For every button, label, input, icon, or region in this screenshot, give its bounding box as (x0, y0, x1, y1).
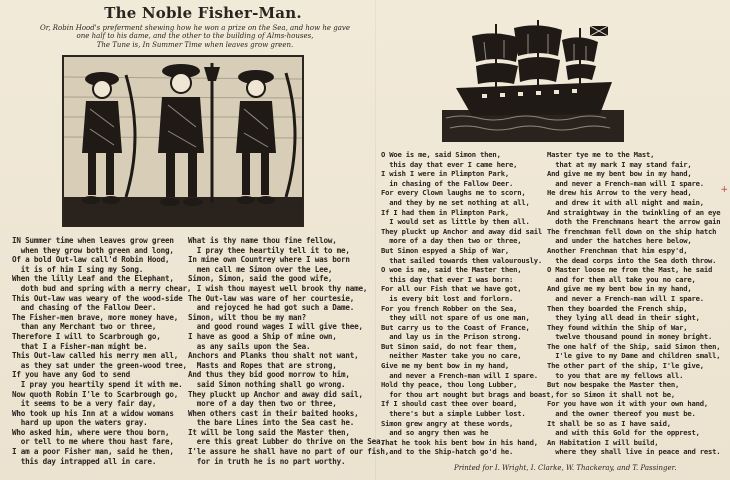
verse-line: ere this great Lubber do thrive on the Sea, (188, 437, 385, 447)
verse-line: more of a day then two or three, (188, 399, 337, 409)
printer-imprint: Printed for I. Wright, I. Clarke, W. Thackeray, and T. Passinger. (454, 464, 677, 472)
verse-line: Simon, wilt thou be my man? (188, 312, 307, 322)
verse-line: Simon grew angry at these words, (381, 418, 514, 428)
ballad-title: The Noble Fisher-Man. (104, 4, 302, 22)
verse-line: that I a Fisher-man might be. (12, 341, 148, 351)
verse-line: They pluckt up Anchor and away did sail (381, 226, 542, 236)
verse-column-2 (188, 236, 389, 466)
verse-line: Anchors and Planks thou shalt not want, (188, 351, 359, 361)
verse-line: IN Summer time when leaves grow green (12, 236, 174, 245)
verse-line: This Out-law called his merry men all, (12, 351, 179, 361)
verse-line: I'le give to my Dame and children small, (547, 351, 721, 361)
verse-line: is every bit lost and forlorn. (381, 293, 514, 303)
verse-line: When the lilly Leaf and the Elephant, (12, 274, 174, 284)
verse-line: and lay us in the Prison strong. (381, 332, 522, 342)
verse-line: An Habitation I will build, (547, 437, 659, 447)
verse-column-4 (547, 150, 720, 457)
verse-line: hard up upon the waters gray. (12, 418, 148, 428)
verse-line: They pluckt up Anchor and away did sail, (188, 389, 363, 399)
verse-line: neither Master take you no care, (381, 351, 522, 361)
verse-line: more of a day then two or three, (381, 236, 522, 246)
verse-column-3 (381, 150, 554, 457)
verse-line: to you that are my fellows all. (547, 370, 684, 380)
verse-line: I would set as little by them all. (381, 217, 530, 227)
verse-line: O Master loose me from the Mast, he said (547, 265, 713, 275)
verse-line: For all our Fish that we have got, (381, 284, 522, 294)
verse-line: doth the Frenchmans heart the arrow gain (547, 217, 721, 227)
verse-line: And give me my bent bow in my hand, (547, 284, 692, 294)
verse-line: When others cast in their baited hooks, (188, 408, 359, 418)
verse-line: But carry us to the Coast of France, (381, 322, 530, 332)
verse-line: But now bespake the Master then, (547, 380, 680, 390)
verse-line: That he took his bent bow in his hand, (381, 437, 538, 447)
verse-line: and rejoyced he had got such a Dame. (188, 303, 355, 313)
verse-line: Now quoth Robin I'le to Scarbrough go, (12, 389, 179, 399)
verse-line: For you have won it with your own hand, (547, 399, 708, 409)
verse-line: I wish thou mayest well brook thy name, (188, 283, 368, 293)
verse-line: Masts and Ropes that are strong, (188, 360, 337, 370)
verse-line: And straightway in the twinkling of an eye (547, 207, 721, 217)
verse-line: I pray thee heartily tell it to me, (188, 245, 350, 255)
verse-line: But Simon said, do not fear them, (381, 341, 518, 351)
verse-line: But Simon espyed a Ship of War, (381, 245, 509, 255)
verse-line: and to the Ship-hatch go'd he. (381, 447, 514, 457)
verse-line: or tell to me where thou hast fare, (12, 437, 174, 447)
verse-line: I wish I were in Plimpton Park, (381, 169, 509, 179)
verse-line: and the owner thereof you must be. (547, 409, 696, 419)
verse-line: as any sails upon the Sea. (188, 341, 311, 351)
verse-line: the bare Lines into the Sea cast he. (188, 418, 355, 428)
verse-line: Another Frenchman that him espy'd, (547, 245, 688, 255)
verse-line: it seems to be a very fair day, (12, 399, 157, 409)
verse-line: Therefore I will to Scarbrough go, (12, 331, 161, 341)
verse-line: He drew his Arrow to the very head, (547, 188, 692, 198)
verse-line: and good round wages I will give thee, (188, 322, 363, 332)
subtitle-line: The Tune is, In Summer Time when leaves grow green. (96, 40, 294, 49)
verse-line: This Out-law was weary of the wood-side (12, 293, 183, 303)
verse-line: O Woe is me, said Simon then, (381, 150, 501, 159)
verse-line: I am a poor Fisher man, said he then, (12, 447, 174, 457)
woodcut-sailing-ship (442, 18, 624, 142)
verse-line: and never a French-man will I spare. (381, 370, 538, 380)
verse-line: Master tye me to the Mast, (547, 150, 655, 159)
verse-line: They found within the Ship of War, (547, 322, 688, 332)
verse-line: for in truth he is no part worthy. (188, 456, 346, 466)
verse-line: and under the hatches here below, (547, 236, 692, 246)
verse-line: I pray you heartily spend it with me. (12, 379, 183, 389)
verse-column-1 (12, 236, 191, 466)
verse-line: Hold thy peace, thou long Lubber, (381, 380, 518, 390)
ballad-subtitle (10, 24, 380, 49)
verse-line: this day intrapped all in care. (12, 456, 157, 466)
verse-line: and never a French-man will I spare. (547, 178, 704, 188)
verse-line: doth bud and spring with a merry chear, (12, 283, 192, 293)
verse-line: Who took up his Inn at a widow womans (12, 408, 174, 418)
verse-line: It shall be so as I have said, (547, 418, 671, 428)
verse-line: The Fisher-men brave, more money have, (12, 312, 179, 322)
verse-line: it is of him I sing my Song. (12, 264, 144, 274)
verse-line: If I had them in Plimpton Park, (381, 207, 509, 217)
verse-line: as they sat under the green-wood tree, (12, 360, 187, 370)
verse-line: For you french Robber on the Sea, (381, 303, 518, 313)
verse-line: for so Simon it shall not be, (547, 389, 675, 399)
verse-line: I have as good a Ship of mine own, (188, 331, 337, 341)
verse-line: The Out-law was ware of her courtesie, (188, 293, 355, 303)
verse-line: said Simon nothing shall go wrong. (188, 379, 346, 389)
verse-line: where they shall live in peace and rest. (547, 447, 721, 457)
verse-line: they lying all dead in their sight, (547, 313, 700, 323)
verse-line: If I should cast thee over board, (381, 399, 518, 409)
verse-line: twelve thousand pound in money bright. (547, 332, 713, 342)
verse-line: It will be long said the Master then, (188, 427, 350, 437)
verse-line: and with this Gold for the opprest, (547, 428, 700, 438)
verse-line: that sailed towards them valourously. (381, 255, 542, 265)
verse-line: Give me my bent bow in my hand, (381, 361, 509, 371)
verse-line: For every Clown laughs me to scorn, (381, 188, 526, 198)
verse-line: this day that ever I was born: (381, 274, 514, 284)
verse-line: and never a French-man will I spare. (547, 293, 704, 303)
verse-line: and for them all take you no care, (547, 274, 696, 284)
verse-line: If you have any God to send (12, 370, 131, 380)
edge-mark: + (720, 185, 728, 195)
verse-line: Of a bold Out-law call'd Robin Hood, (12, 255, 170, 265)
verse-line: that at my mark I may stand fair, (547, 159, 692, 169)
verse-line: And thus they bid good morrow to him, (188, 370, 350, 380)
verse-line: In mine own Countrey where I was born (188, 255, 350, 265)
verse-line: Simon, Simon, said the good wife, (188, 274, 333, 284)
verse-line: for thou art nought but brags and boast, (381, 389, 555, 399)
verse-line: than any Merchant two or three, (12, 322, 157, 332)
verse-line: And give me my bent bow in my hand, (547, 169, 692, 179)
verse-line: O woe is me, said the Master then, (381, 265, 522, 275)
verse-line: Who asked him, where were thou born, (12, 427, 170, 437)
verse-line: and so angry then was he (381, 428, 489, 438)
verse-line: The frenchman fell down on the ship hatch (547, 226, 717, 236)
subtitle-line: one half to his dame, and the other to the building of Alms-houses, (76, 32, 314, 41)
verse-line: Then they boarded the French ship, (547, 303, 688, 313)
verse-line: The other part of the ship, I'le give, (547, 361, 704, 371)
verse-line: in chasing of the Fallow Deer. (381, 178, 514, 188)
subtitle-line: Or, Robin Hood's preferment shewing how he won a prize on the Sea, and how he gave (40, 24, 350, 32)
verse-line: and chasing of the Fallow Deer. (12, 303, 157, 313)
verse-line: The one half of the Ship, said Simon then, (547, 341, 721, 351)
verse-line: the dead corps into the Sea doth throw. (547, 255, 717, 265)
verse-line: they will not spare of us one man, (381, 313, 530, 323)
verse-line: there's but a simple Lubber lost. (381, 409, 526, 419)
verse-line: this day that ever I came here, (381, 159, 518, 169)
verse-line: and drew it with all might and main, (547, 197, 704, 207)
verse-line: I'le assure he shall have no part of our fish, (188, 447, 390, 457)
verse-line: and they by me set nothing at all, (381, 197, 530, 207)
woodcut-three-archers (62, 55, 304, 227)
verse-line: men call me Simon over the Lee, (188, 264, 333, 274)
verse-line: What is thy name thou fine fellow, (188, 236, 337, 245)
verse-line: when they grow both green and long, (12, 245, 174, 255)
